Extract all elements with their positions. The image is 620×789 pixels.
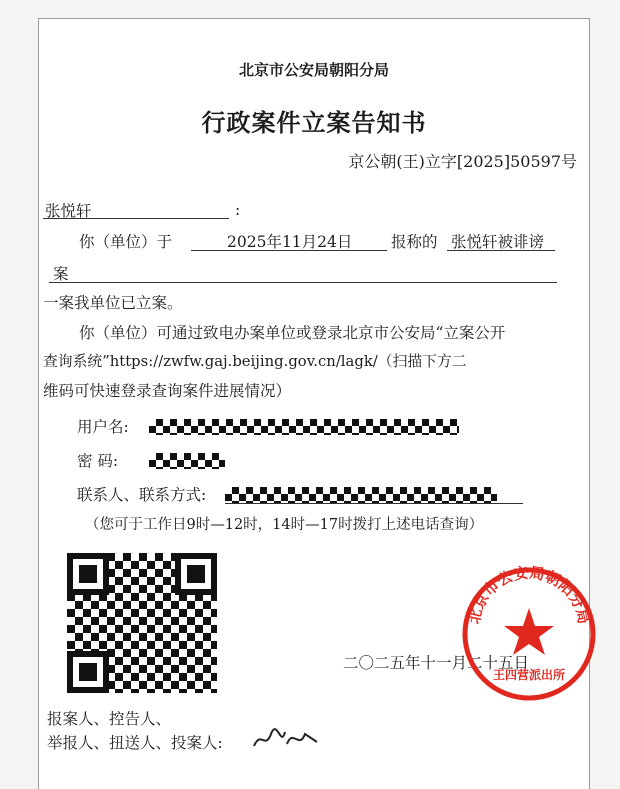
document-number: 京公朝(王)立字[2025]50597号 [348, 152, 577, 171]
qr-finder-bottom-left [67, 651, 109, 693]
recipient-underline [43, 218, 229, 219]
document-title: 行政案件立案告知书 [201, 108, 427, 137]
signer-roles-line1: 报案人、控告人、 [47, 710, 172, 728]
password-label: 密 码: [77, 452, 119, 470]
line1-mid: 报称的 [391, 233, 438, 251]
seal-arc-text: 北京市公安局朝阳分局 [464, 564, 594, 626]
contact-underline [225, 503, 523, 504]
case-name-underline [447, 250, 555, 251]
line1-prefix: 你（单位）于 [79, 233, 173, 251]
query-paragraph-line2: 查询系统”https://zwfw.gaj.beijing.gov.cn/lagk/（扫描下方二 [43, 353, 467, 370]
date-reported: 2025年11月24日 [227, 233, 353, 251]
qr-finder-top-right [175, 553, 217, 595]
handwritten-signature [251, 724, 321, 758]
date-signed: 二〇二五年十一月二十五日 [343, 654, 530, 672]
qr-finder-top-left [67, 553, 109, 595]
case-filed-statement: 一案我单位已立案。 [43, 294, 183, 312]
contact-label: 联系人、联系方式: [77, 486, 207, 504]
query-paragraph-line1: 你（单位）可通过致电办案单位或登录北京市公安局“立案公开 [79, 324, 506, 342]
case-name: 张悦轩被诽谤 [451, 233, 545, 251]
password-redacted [149, 453, 225, 469]
issuing-authority: 北京市公安局朝阳分局 [238, 61, 389, 79]
official-seal-icon [459, 564, 599, 704]
hours-note: （您可于工作日9时—12时，14时—17时拨打上述电话查询） [85, 517, 484, 533]
seal-bottom-text: 王四营派出所 [492, 668, 566, 682]
date-underline [191, 250, 387, 251]
contact-redacted [225, 487, 497, 503]
recipient-colon: : [235, 201, 241, 219]
signer-roles-line2: 举报人、扭送人、投案人: [47, 734, 223, 752]
seal-star [504, 608, 554, 655]
username-redacted [149, 419, 459, 435]
case-name-underline-2 [49, 282, 557, 283]
recipient-name: 张悦轩 [45, 202, 92, 220]
case-name-continued: 案 [53, 265, 69, 283]
username-label: 用户名: [77, 418, 129, 436]
qr-code-icon[interactable] [67, 553, 217, 693]
notice-paper [38, 18, 594, 789]
query-paragraph-line3: 维码可快速登录查询案件进展情况） [43, 382, 292, 400]
